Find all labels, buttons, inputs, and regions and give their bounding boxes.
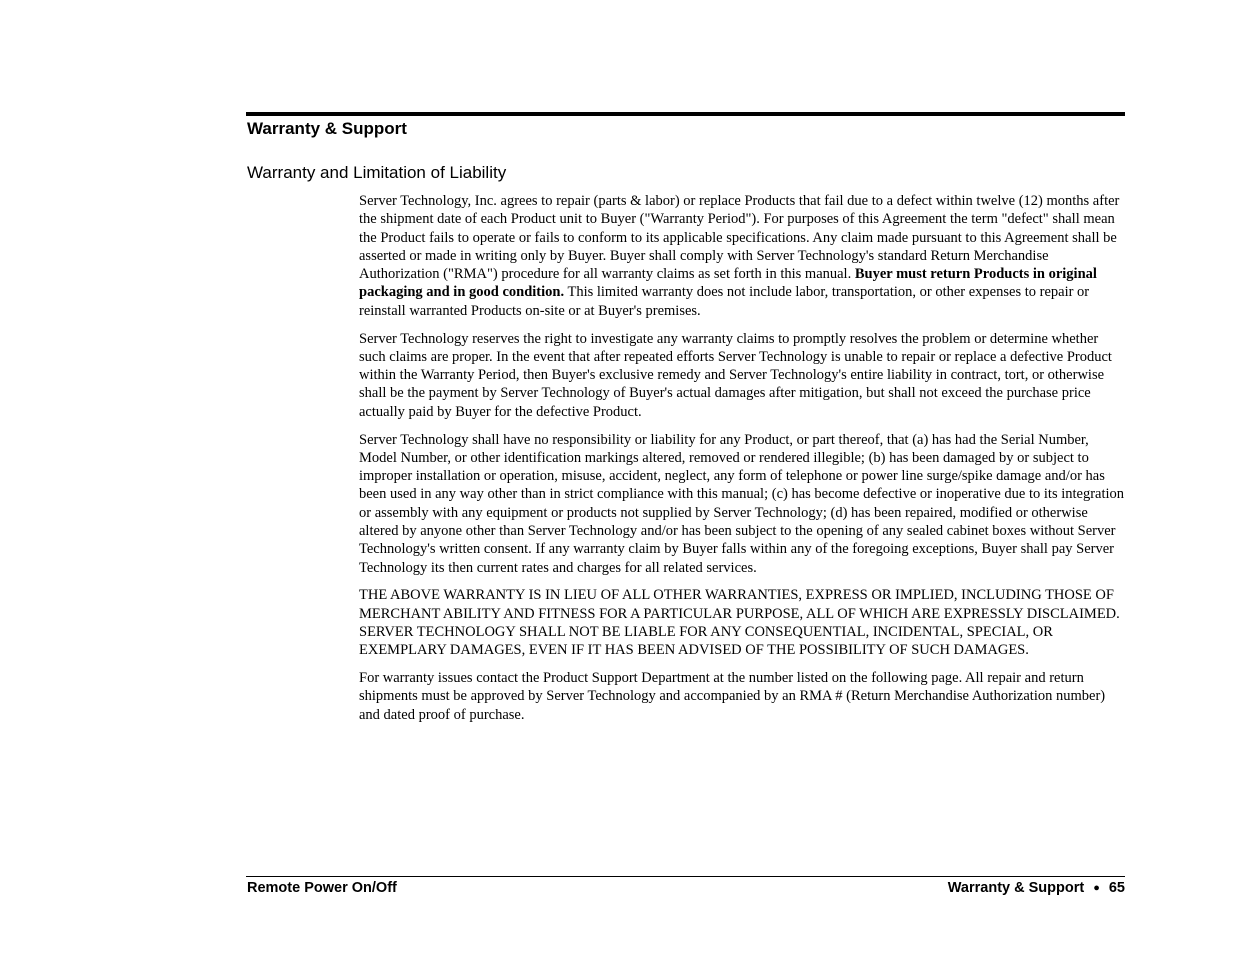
paragraph-investigation: Server Technology reserves the right to investigate any warranty claims to promptly resolves the problem or determine whether such claims are proper. In the event that after repeated efforts Server Technology is unable to repair or replace a defective Product within the Warranty Period, then Buyer's exclusive remedy and Server Technology's entire liability in contract, tort, or otherwise shall be the payment by Server Technology of Buyer's actual damages after mitigation, but shall not exceed the purchase price actually paid by Buyer for the defective Product.: [359, 330, 1112, 420]
footer-section-name: Warranty & Support: [947, 880, 1085, 896]
paragraph-warranty-terms: [359, 192, 1125, 320]
paragraph-contact: For warranty issues contact the Product Support Department at the number listed on the following page. All repair and return shipments must be approved by Server Technology and accompanied by an RMA # (Return Merchandise Authorization number) and dated proof of purchase.: [359, 670, 1106, 723]
body-text: [359, 192, 1125, 734]
footer-page-info: [948, 879, 1125, 898]
bold-notice: Buyer must return Products in original packaging and in good condition.: [359, 266, 1097, 301]
paragraph-disclaimer: THE ABOVE WARRANTY IS IN LIEU OF ALL OTHER WARRANTIES, EXPRESS OR IMPLIED, INCLUDING THOSE OF MERCHANT ABILITY AND FITNESS FOR A PARTICULAR PURPOSE, ALL OF WHICH ARE EXPRESSLY DISCLAIMED. SERVER TECHNOLOGY SHALL NOT BE LIABLE FOR ANY CONSEQUENTIAL, INCIDENTAL, SPECIAL, OR EXEMPLARY DAMAGES, EVEN IF IT HAS BEEN ADVISED OF THE POSSIBILITY OF SUCH DAMAGES.: [359, 587, 1120, 659]
paragraph-text: This limited warranty does not include labor, transportation, or other expenses to repair or reinstall warranted Products on-site or at Buyer's premises.: [359, 284, 1090, 319]
subsection-title: Warranty and Limitation of Liability: [247, 163, 507, 182]
section-title: Warranty & Support: [247, 119, 407, 138]
paragraph-exclusions: Server Technology shall have no responsibility or liability for any Product, or part thereof, that (a) has had the Serial Number, Model Number, or other identification markings altered, removed or rendered illegible; (b) has been damaged by or subject to improper installation or operation, misuse, accident, neglect, any form of telephone or power line surge/spike damage and/or has been used in any way other than in strict compliance with this manual; (c) has become defective or inoperative due to its integration or assembly with any equipment or products not supplied by Server Technology; (d) has been repaired, modified or otherwise altered by anyone other than Server Technology and/or has been subject to the opening of any sealed cabinet boxes without Server Technology's written consent. If any warranty claim by Buyer falls within any of the foregoing exceptions, Buyer shall pay Server Technology its then current rates and charges for all related services.: [359, 431, 1125, 576]
footer-manual-title: Remote Power On/Off: [247, 880, 397, 896]
top-rule: [246, 112, 1125, 116]
page-number: 65: [1108, 880, 1125, 896]
paragraph-text: Server Technology, Inc. agrees to repair (parts & labor) or replace Products that fail due to a defect within twelve (12) months after the shipment date of each Product unit to Buyer ("Warranty Period"). For purposes of this Agreement the term "defect" shall mean the Product fails to operate or fails to conform to its applicable specifications. Any claim made pursuant to this Agreement shall be asserted or made in writing only by Buyer. Buyer shall comply with Server Technology's standard Return Merchandise Authorization ("RMA") procedure for all warranty claims as set forth in this manual.: [359, 193, 1120, 283]
bullet-icon: ●: [1093, 882, 1100, 894]
bottom-rule: [246, 876, 1125, 877]
